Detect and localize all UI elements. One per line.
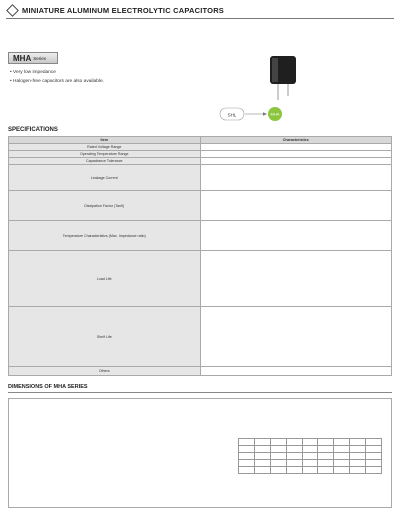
- table-row: [239, 467, 382, 474]
- header-rule: [6, 18, 394, 19]
- table-row: [9, 144, 392, 151]
- table-row: [9, 221, 392, 251]
- spec-value: [200, 144, 392, 151]
- table-row: [9, 251, 392, 307]
- table-row: [9, 367, 392, 376]
- spec-header-item: Item: [9, 137, 201, 144]
- spec-value: [200, 221, 392, 251]
- spec-item: Others: [9, 367, 201, 376]
- series-suffix: Series: [33, 55, 46, 61]
- flow-to-label: MHA: [270, 111, 280, 117]
- spec-value: [200, 165, 392, 191]
- dimensions-table: [238, 438, 382, 474]
- spec-value: [200, 367, 392, 376]
- page-header: [8, 6, 224, 15]
- dimensions-title: DIMENSIONS OF MHA SERIES: [8, 384, 88, 390]
- spec-item: Temperature Characteristics (Max. Impedance ratio): [9, 221, 201, 251]
- spec-value: [200, 158, 392, 165]
- feature-list: [10, 69, 104, 86]
- feature-item: • Very low impedance: [10, 69, 104, 78]
- header-title: MINIATURE ALUMINUM ELECTROLYTIC CAPACITORS: [22, 6, 225, 15]
- spec-value: [200, 191, 392, 221]
- table-row: [9, 165, 392, 191]
- specifications-table: [8, 136, 392, 376]
- spec-item: Load Life: [9, 251, 201, 307]
- series-badge: [8, 52, 58, 64]
- spec-item: Shelf Life: [9, 307, 201, 367]
- dimensions-rule: [8, 392, 392, 393]
- capacitor-photo-icon: [262, 54, 304, 100]
- spec-item: Capacitance Tolerance: [9, 158, 201, 165]
- spec-header-characteristics: Characteristics: [200, 137, 392, 144]
- table-row: [9, 158, 392, 165]
- spec-item: Leakage Current: [9, 165, 201, 191]
- spec-item: Operating Temperature Range: [9, 151, 201, 158]
- table-row: [9, 307, 392, 367]
- spec-item: Dissipation Factor (Tanδ): [9, 191, 201, 221]
- spec-value: [200, 307, 392, 367]
- table-row: [9, 151, 392, 158]
- spec-value: [200, 151, 392, 158]
- table-row: [239, 446, 382, 453]
- table-row: [239, 460, 382, 467]
- arrow-right-icon: [263, 112, 267, 115]
- table-row: [9, 191, 392, 221]
- spec-item: Rated Voltage Range: [9, 144, 201, 151]
- spec-value: [200, 251, 392, 307]
- specifications-title: SPECIFICATIONS: [8, 127, 58, 133]
- feature-item: • Halogen-free capacitors are also available.: [10, 78, 104, 87]
- series-name: MHA: [13, 53, 32, 63]
- table-row: [239, 453, 382, 460]
- series-flow-diagram: [218, 104, 308, 136]
- brand-logo-icon: [6, 4, 19, 17]
- table-row: [239, 439, 382, 446]
- flow-from-label: SHL: [227, 112, 237, 118]
